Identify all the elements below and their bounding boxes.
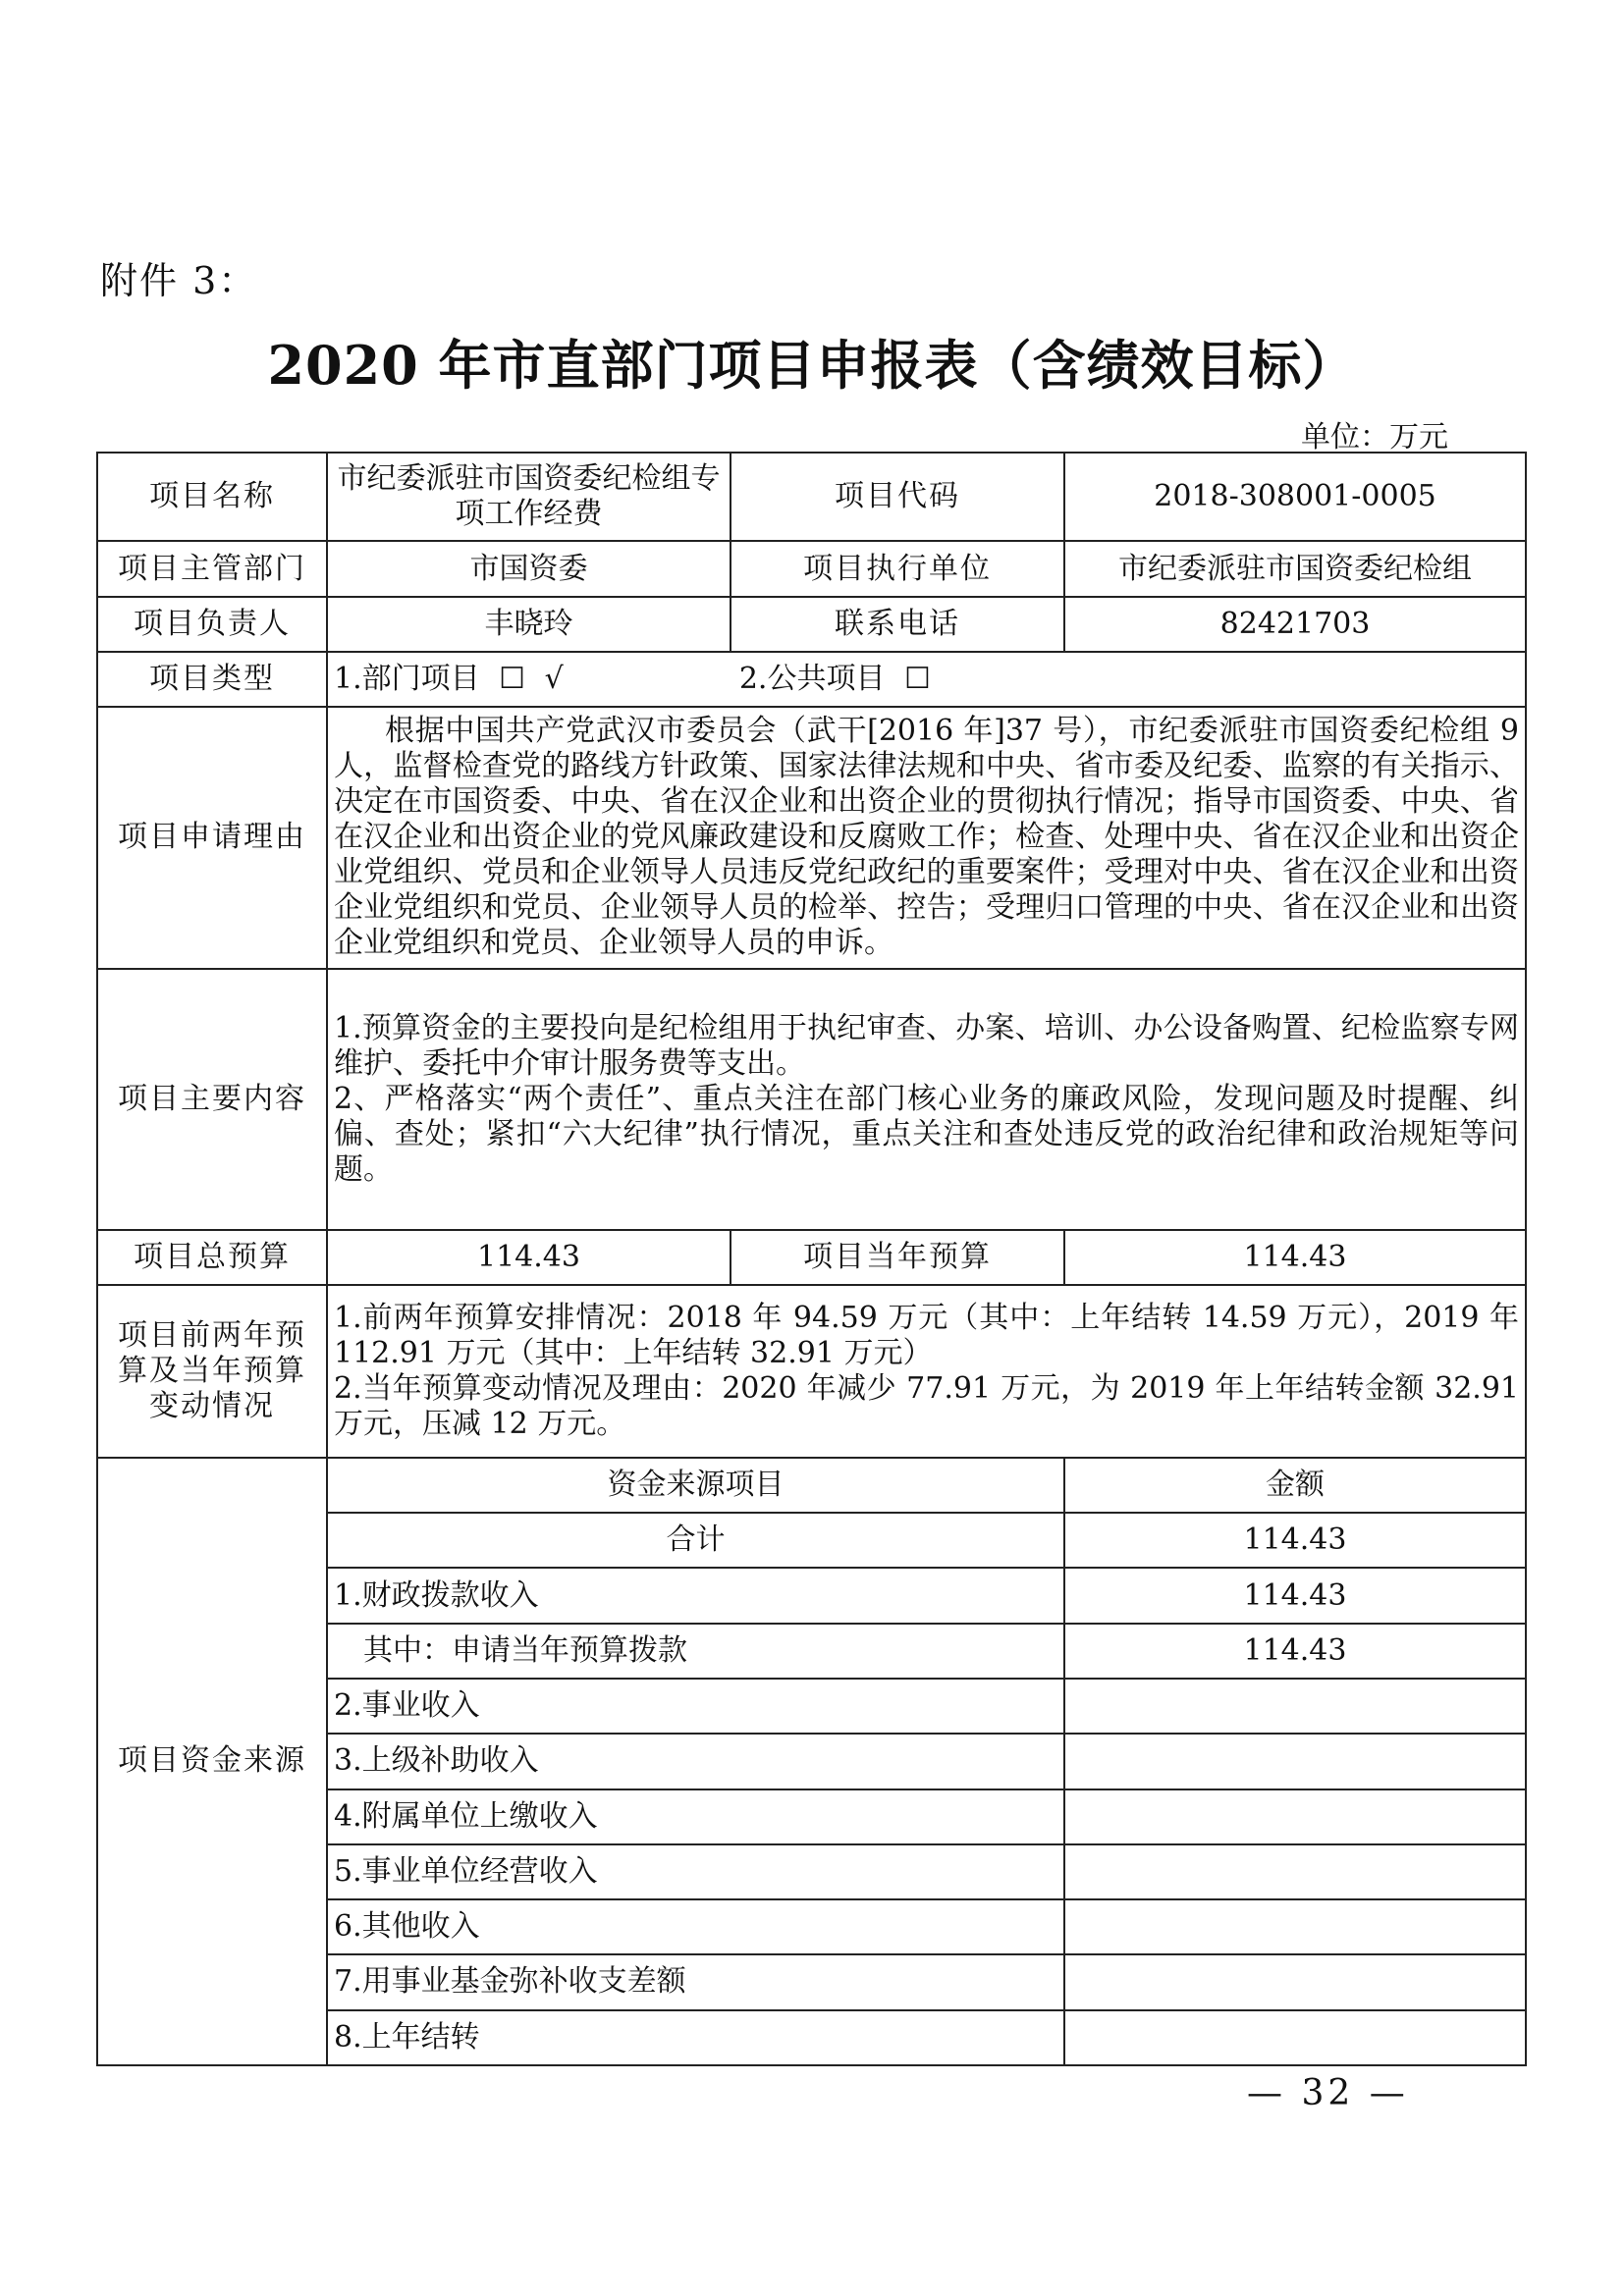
project-code-label: 项目代码 — [731, 453, 1064, 541]
funding-item-amount — [1064, 2010, 1526, 2065]
row-owner — [97, 597, 1526, 652]
project-type-options — [327, 652, 1526, 707]
project-name-value: 市纪委派驻市国资委纪检组专项工作经费 — [327, 453, 731, 541]
application-reason-paragraph: 根据中国共产党武汉市委员会（武干[2016 年]37 号），市纪委派驻市国资委纪检组 9 人，监督检查党的路线方针政策、国家法律法规和中央、省市委及纪委、监察的有关指示、决定在市国资委、中央、省在汉企业和出资企业的贯彻执行情况；指导市国资委、中央、省在汉企业和出资企业的党风廉政建设和反腐败工作；检查、处理中央、省在汉企业和出资企业党组织、党员和企业领导人员违反党纪政纪的重要案件；受理对中央、省在汉企业和出资企业党组织和党员、企业领导人员的检举、控告；受理归口管理的中央、省在汉企业和出资企业党组织和党员、企业领导人员的申诉。 — [334, 714, 1519, 961]
funding-item-amount: 114.43 — [1064, 1513, 1526, 1568]
row-project-name — [97, 453, 1526, 541]
funding-source-header: 资金来源项目 — [327, 1458, 1064, 1513]
main-content-paragraph-2: 2、严格落实“两个责任”、重点关注在部门核心业务的廉政风险，发现问题及时提醒、纠偏、查处；紧扣“六大纪律”执行情况，重点关注和查处违反党的政治纪律和政治规矩等问题。 — [334, 1081, 1519, 1187]
row-main-content — [97, 969, 1526, 1230]
page-title: 2020 年市直部门项目申报表（含绩效目标） — [267, 334, 1357, 397]
funding-item-name: 2.事业收入 — [327, 1679, 1064, 1734]
funding-item-name: 7.用事业基金弥补收支差额 — [327, 1954, 1064, 2009]
main-content-paragraph-1: 1.预算资金的主要投向是纪检组用于执纪审查、办案、培训、办公设备购置、纪检监察专网维护、委托中介审计服务费等支出。 — [334, 1010, 1519, 1081]
funding-item-amount — [1064, 1954, 1526, 2009]
funding-item-name: 5.事业单位经营收入 — [327, 1844, 1064, 1899]
funding-item-name: 3.上级补助收入 — [327, 1734, 1064, 1789]
row-application-reason — [97, 707, 1526, 968]
funding-item-name: 4.附属单位上缴收入 — [327, 1789, 1064, 1844]
budget-change-text — [327, 1285, 1526, 1458]
main-content-label: 项目主要内容 — [97, 969, 327, 1230]
main-content-text — [327, 969, 1526, 1230]
funding-item-name: 6.其他收入 — [327, 1899, 1064, 1954]
funding-item-amount — [1064, 1844, 1526, 1899]
budget-change-paragraph-2: 2.当年预算变动情况及理由：2020 年减少 77.91 万元，为 2019 年上年结转金额 32.91 万元，压减 12 万元。 — [334, 1370, 1519, 1441]
owner-label: 项目负责人 — [97, 597, 327, 652]
executing-unit-value: 市纪委派驻市国资委纪检组 — [1064, 541, 1526, 596]
budget-change-label: 项目前两年预算及当年预算变动情况 — [97, 1285, 327, 1458]
project-code-value: 2018-308001-0005 — [1064, 453, 1526, 541]
row-budget-change — [97, 1285, 1526, 1458]
phone-value: 82421703 — [1064, 597, 1526, 652]
phone-label: 联系电话 — [731, 597, 1064, 652]
total-budget-label: 项目总预算 — [97, 1230, 327, 1285]
funding-item-name: 8.上年结转 — [327, 2010, 1064, 2065]
funding-item-name: 合计 — [327, 1513, 1064, 1568]
funding-item-amount: 114.43 — [1064, 1624, 1526, 1679]
checkbox-icon: ☐ — [904, 662, 931, 697]
total-budget-value: 114.43 — [327, 1230, 731, 1285]
attachment-label: 附件 3： — [100, 259, 258, 302]
funding-source-label: 项目资金来源 — [97, 1458, 327, 2065]
row-project-type — [97, 652, 1526, 707]
year-budget-value: 114.43 — [1064, 1230, 1526, 1285]
funding-header-row — [97, 1458, 1526, 1513]
type-option-public: 2.公共项目 — [738, 662, 886, 697]
checkbox-icon: ☐ — [499, 662, 526, 697]
executing-unit-label: 项目执行单位 — [731, 541, 1064, 596]
year-budget-label: 项目当年预算 — [731, 1230, 1064, 1285]
funding-item-name: 其中：申请当年预算拨款 — [327, 1624, 1064, 1679]
funding-item-amount — [1064, 1734, 1526, 1789]
application-reason-label: 项目申请理由 — [97, 707, 327, 968]
budget-change-paragraph-1: 1.前两年预算安排情况：2018 年 94.59 万元（其中：上年结转 14.59 万元），2019 年 112.91 万元（其中：上年结转 32.91 万元） — [334, 1300, 1519, 1370]
funding-amount-header: 金额 — [1064, 1458, 1526, 1513]
project-name-label: 项目名称 — [97, 453, 327, 541]
funding-item-amount — [1064, 1679, 1526, 1734]
funding-item-name: 1.财政拨款收入 — [327, 1568, 1064, 1623]
type-option-department: 1.部门项目 — [334, 662, 480, 697]
funding-item-amount — [1064, 1789, 1526, 1844]
checkmark-icon: √ — [544, 662, 564, 697]
row-department — [97, 541, 1526, 596]
project-form-table — [96, 452, 1527, 2066]
department-value: 市国资委 — [327, 541, 731, 596]
project-type-label: 项目类型 — [97, 652, 327, 707]
funding-item-amount — [1064, 1899, 1526, 1954]
department-label: 项目主管部门 — [97, 541, 327, 596]
unit-label: 单位：万元 — [1301, 420, 1448, 454]
funding-item-amount: 114.43 — [1064, 1568, 1526, 1623]
owner-value: 丰晓玲 — [327, 597, 731, 652]
application-reason-text — [327, 707, 1526, 968]
page-number: — 32 — — [1247, 2073, 1409, 2113]
row-budget — [97, 1230, 1526, 1285]
